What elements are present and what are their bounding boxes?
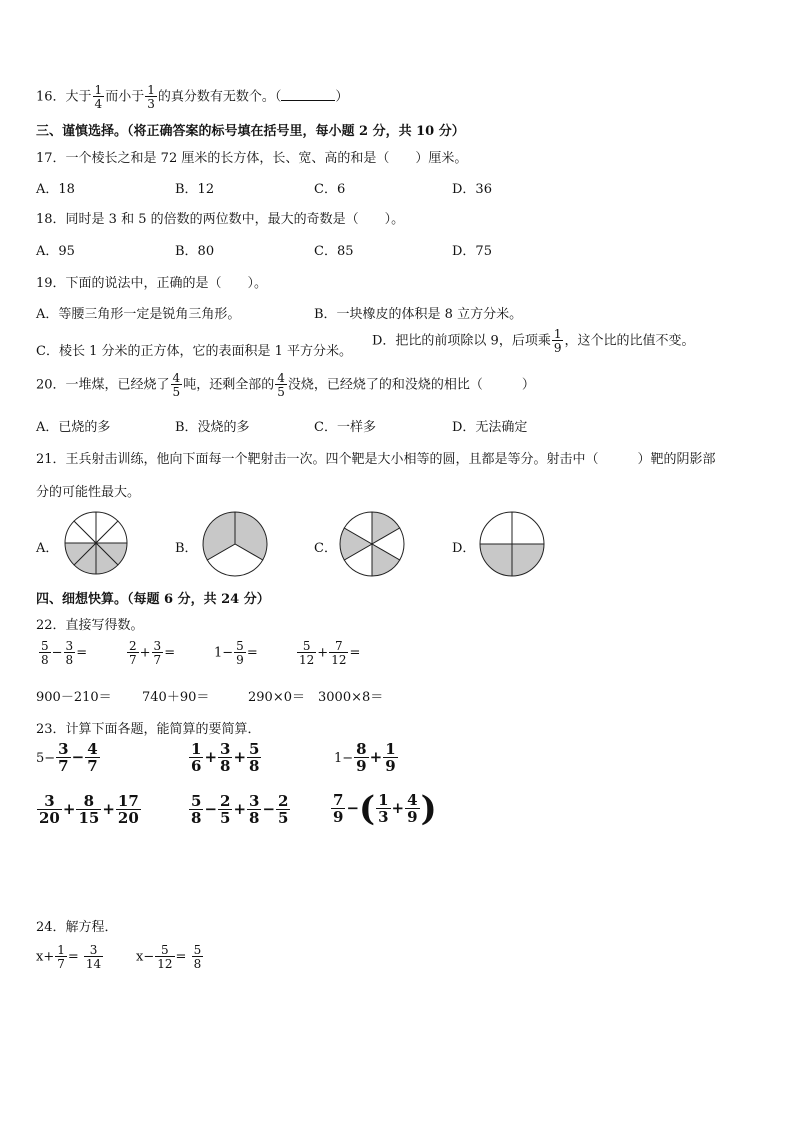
q19-option-b[interactable]: B．一块橡皮的体积是 8 立方分米。 [314, 307, 523, 322]
q21-text-line1: 21．王兵射击训练，他向下面每一个靶射击一次。四个靶是大小相等的圆，且都是等分。射击中（ ）靶的阴影部 [36, 452, 716, 467]
q18-option-b[interactable]: B．80 [175, 244, 215, 259]
q19-option-c[interactable]: C．棱长 1 分米的正方体，它的表面积是 1 平方分米。 [36, 344, 353, 359]
q20-option-b[interactable]: B．没烧的多 [175, 420, 250, 435]
q22-expr-4: $\frac{5}{12}$ + $\frac{7}{12}$ = [299, 639, 361, 667]
target-c-circle[interactable] [339, 511, 405, 577]
q22-expr-2: $\frac{2}{7}$ + $\frac{3}{7}$ = [129, 639, 176, 667]
q23-problem-3: 1− $\frac{8}{9}$ + $\frac{1}{9}$ [334, 740, 396, 775]
answer-blank[interactable] [281, 89, 335, 101]
q21-option-a-label[interactable]: A． [36, 541, 59, 556]
q22-expr-3: 1− $\frac{5}{9}$ = [214, 639, 258, 667]
target-b-circle[interactable] [202, 511, 268, 577]
target-d-circle[interactable] [479, 511, 545, 577]
q16-line: 16．大于 $\frac{1}{4}$ 而小于 $\frac{1}{3}$ 的真分数有无数个。（ ） [36, 83, 349, 111]
q17-option-b[interactable]: B．12 [175, 182, 215, 197]
q17-option-a[interactable]: A．18 [36, 182, 75, 197]
q17-option-c[interactable]: C．6 [314, 182, 346, 197]
q17-text: 17．一个棱长之和是 72 厘米的长方体，长、宽、高的和是（ ）厘米。 [36, 151, 468, 166]
q18-option-a[interactable]: A．95 [36, 244, 75, 259]
section-3-title: 三、谨慎选择。（将正确答案的标号填在括号里，每小题 2 分，共 10 分） [36, 124, 465, 139]
q21-option-d-label[interactable]: D． [452, 541, 476, 556]
fraction: $\frac{1}{3}$ [147, 83, 155, 111]
q22-row2-3: 290×0＝ [248, 690, 305, 705]
q22-text: 22．直接写得数。 [36, 618, 144, 633]
q22-row2-1: 900－210＝ [36, 690, 112, 705]
q23-text: 23．计算下面各题，能简算的要简算． [36, 722, 261, 737]
q20-option-c[interactable]: C．一样多 [314, 420, 376, 435]
q20-option-d[interactable]: D．无法确定 [452, 420, 528, 435]
fraction: $\frac{4}{5}$ [172, 371, 181, 399]
q23-problem-1: 5− $\frac{3}{7}$ − $\frac{4}{7}$ [36, 740, 98, 775]
q24-text: 24．解方程． [36, 920, 118, 935]
fraction: $\frac{1}{4}$ [94, 83, 103, 111]
target-a-circle[interactable] [64, 511, 128, 575]
q23-problem-6: $\frac{7}{9}$ −( $\frac{1}{3}$ + $\frac{4}{9}$ ) [333, 789, 437, 829]
q19-text: 19．下面的说法中，正确的是（ ）。 [36, 276, 268, 291]
q18-option-c[interactable]: C．85 [314, 244, 354, 259]
section-4-title: 四、细想快算。（每题 6 分，共 24 分） [36, 592, 270, 607]
q21-option-c-label[interactable]: C． [314, 541, 337, 556]
q18-option-d[interactable]: D．75 [452, 244, 492, 259]
q20-text: 20．一堆煤，已经烧了 $\frac{4}{5}$ 吨，还剩全部的 $\frac{4}{5}$ 没烧，已经烧了的和没烧的相比（ ） [36, 371, 535, 399]
q22-row2-4: 3000×8＝ [318, 690, 384, 705]
q22-row2-2: 740＋90＝ [142, 690, 210, 705]
fraction: $\frac{4}{5}$ [277, 371, 285, 399]
q23-problem-4: $\frac{3}{20}$ + $\frac{8}{15}$ + $\frac{17}{20}$ [39, 792, 139, 827]
q21-option-b-label[interactable]: B． [175, 541, 198, 556]
q23-problem-2: $\frac{1}{6}$ + $\frac{3}{8}$ + $\frac{5}{8}$ [191, 740, 260, 775]
fraction: $\frac{1}{9}$ [553, 327, 562, 355]
q20-option-a[interactable]: A．已烧的多 [36, 420, 111, 435]
q24-equation-1: x+ $\frac{1}{7}$ = $\frac{3}{14}$ [36, 943, 102, 971]
q23-problem-5: $\frac{5}{8}$ − $\frac{2}{5}$ + $\frac{3}{8}$ − $\frac{2}{5}$ [191, 792, 289, 827]
q17-option-d[interactable]: D．36 [452, 182, 492, 197]
q18-text: 18．同时是 3 和 5 的倍数的两位数中，最大的奇数是（ ）。 [36, 212, 405, 227]
q19-option-a[interactable]: A．等腰三角形一定是锐角三角形。 [36, 307, 241, 322]
q24-equation-2: x− $\frac{5}{12}$ = $\frac{5}{8}$ [136, 943, 202, 971]
q21-text-line2: 分的可能性最大。 [36, 485, 141, 500]
q22-expr-1: $\frac{5}{8}$ − $\frac{3}{8}$ = [41, 639, 88, 667]
q19-option-d[interactable]: D．把比的前项除以 9，后项乘 $\frac{1}{9}$ ，这个比的比值不变。 [372, 327, 695, 355]
